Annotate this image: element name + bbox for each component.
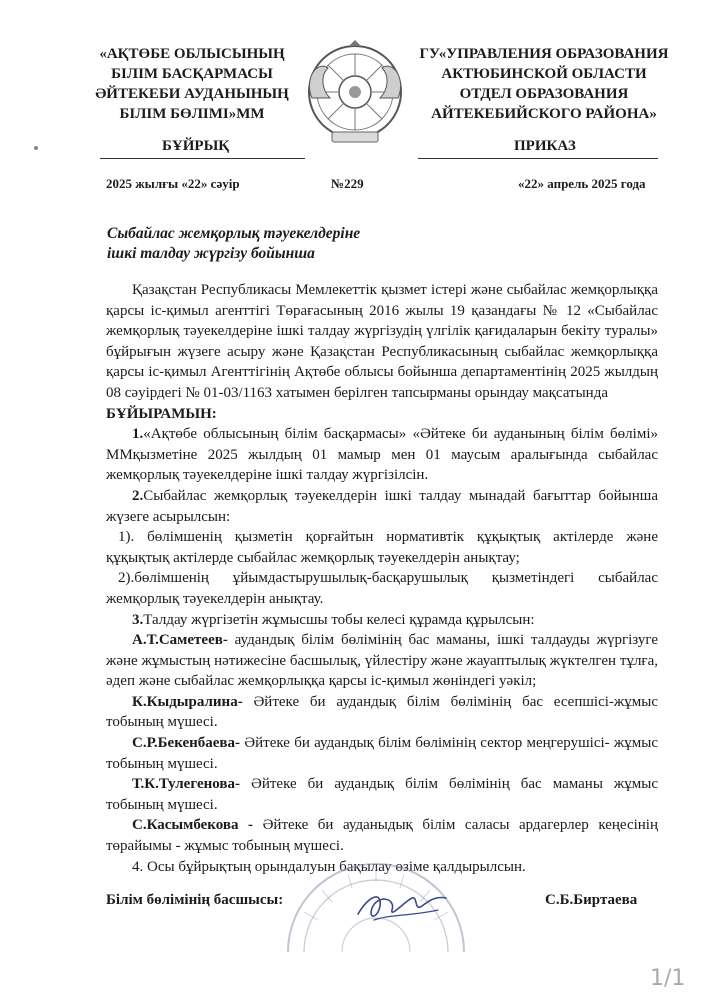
item-number: 3. <box>132 611 144 628</box>
order-keyword: БҰЙЫРАМЫН: <box>106 405 217 422</box>
header-left-line: «АҚТӨБЕ ОБЛЫСЫНЫҢ <box>99 46 285 62</box>
order-number: №229 <box>331 176 364 191</box>
member-name: Т.К.Тулегенова- <box>132 776 240 793</box>
member-role: Әйтеке би аудандық білім бөлімінің бас есепшісі-жұмыс тобының мүшесі. <box>106 693 658 731</box>
handwritten-signature-icon <box>352 884 452 926</box>
item-1 <box>106 424 658 486</box>
member-name: К.Кыдыралина- <box>132 693 243 710</box>
item-2 <box>106 486 658 527</box>
page-indicator: 1/1 <box>650 966 686 991</box>
order-title-ru: ПРИКАЗ <box>514 138 576 154</box>
header-left-line: БІЛІМ БӨЛІМІ»ММ <box>119 106 265 122</box>
member-name: А.Т.Саметеев- <box>132 632 228 649</box>
item-text: Сыбайлас жемқорлық тәуекелдерін ішкі талдау мынадай бағыттар бойынша жүзеге асырылсын: <box>106 487 658 525</box>
order-date-ru: «22» апрель 2025 года <box>518 176 646 191</box>
header-divider-right <box>418 158 658 159</box>
header-left-line: ӘЙТЕКЕБИ АУДАНЫНЫҢ <box>95 86 289 102</box>
signatory-title: Білім бөлімінің басшысы: <box>106 892 284 908</box>
document-title-line: Сыбайлас жемқорлық тәуекелдеріне <box>107 225 361 242</box>
member-role: Әйтеке би ауданыдық білім саласы ардагерлер кеңесінің төрайымы - жұмыс тобының мүшесі. <box>106 817 658 855</box>
member-role: аудандық білім бөлімінің бас маманы, ішкі талдауды жүргізуге және жұмыстың нәтижесіне басшылық, үйлестіру және жауаптылық жүктелген тұлға, әдеп және сыбайлас жемқорлыққа қарсы іс-қимыл жөніндегі уәкіл; <box>106 632 658 690</box>
member-role: Әйтеке би аудандық білім бөлімінің бас маманы жұмыс тобының мүшесі. <box>106 776 658 813</box>
preamble-paragraph: Қазақстан Республикасы Мемлекеттік қызмет істері және сыбайлас жемқорлыққа қарсы іс-қимыл агенттігі Төрағасының 2016 жылы 19 қазандағы № 12 «Сыбайлас жемқорлық тәуекелдеріне ішкі талдау жүргізудің үлгілік қағидаларын бекіту туралы» бұйрығын жүзеге асыру және Қазақстан Республикасының сыбайлас жемқорлыққа қарсы іс-қимыл Агенттігінің Ақтөбе облысы бойынша департаментінің 2025 жылдың 08 сәуірдегі № 01-03/1163 хатымен берілген тапсырманы орындау мақсатында <box>106 282 658 401</box>
scan-speck <box>34 146 38 150</box>
item-2-subitem: 2).бөлімшенің ұйымдастырушылық-басқарушылық қызметіндегі сыбайлас жемқорлық тәуекелдерін анықтау. <box>106 570 658 607</box>
signatory-name: С.Б.Биртаева <box>545 892 638 908</box>
working-group-member <box>106 692 658 733</box>
member-name: С.Касымбекова - <box>132 817 263 834</box>
document-title <box>107 224 507 264</box>
item-4: 4. Осы бұйрықтың орындалуын бақылау өзіме қалдырылсын. <box>132 858 526 875</box>
working-group-member <box>106 815 658 856</box>
kazakhstan-state-emblem-icon <box>302 40 408 148</box>
document-title-line: ішкі талдау жүргізу бойынша <box>107 245 315 262</box>
working-group-member <box>106 630 658 692</box>
header-right-line: ГУ«УПРАВЛЕНИЯ ОБРАЗОВАНИЯ <box>419 46 669 62</box>
item-text: Талдау жүргізетін жұмысшы тобы келесі құрамда құрылсын: <box>143 611 535 628</box>
header-divider-left <box>100 158 305 159</box>
member-name: С.Р.Бекенбаева- <box>132 735 241 752</box>
member-role: Әйтеке би аудандық білім бөлімінің сектор меңгерушісі- жұмыс тобының мүшесі. <box>106 735 658 772</box>
item-3 <box>106 610 658 631</box>
order-title-kz: БҰЙРЫҚ <box>162 138 230 154</box>
item-number: 1. <box>132 426 144 443</box>
header-right-line: ОТДЕЛ ОБРАЗОВАНИЯ <box>459 86 629 102</box>
header-right-ru <box>418 44 670 124</box>
header-right-line: АКТЮБИНСКОЙ ОБЛАСТИ <box>441 66 647 82</box>
item-text: «Ақтөбе облысының білім басқармасы» «Әйтеке би ауданының білім бөлімі» ММқызметіне 2025 жылдың 01 мамыр мен 01 маусым аралығында сыбайлас жемқорлық тәуекелдеріне ішкі талдау жүргізілсін. <box>106 426 658 484</box>
header-right-line: АЙТЕКЕБИЙСКОГО РАЙОНА» <box>431 106 657 122</box>
working-group-member <box>106 733 658 774</box>
item-2-subitem: 1). бөлімшенің қызметін қорғайтын нормативтік құқықтық актілерде және құқықтық актілерде сыбайлас жемқорлық тәуекелдерін анықтау; <box>106 529 658 566</box>
item-number: 2. <box>132 487 144 504</box>
order-date-kz: 2025 жылғы «22» сәуір <box>106 176 240 191</box>
header-left-line: БІЛІМ БАСҚАРМАСЫ <box>111 66 273 82</box>
document-body <box>106 280 658 877</box>
working-group-member <box>106 774 658 815</box>
header-left-kz <box>86 44 298 124</box>
